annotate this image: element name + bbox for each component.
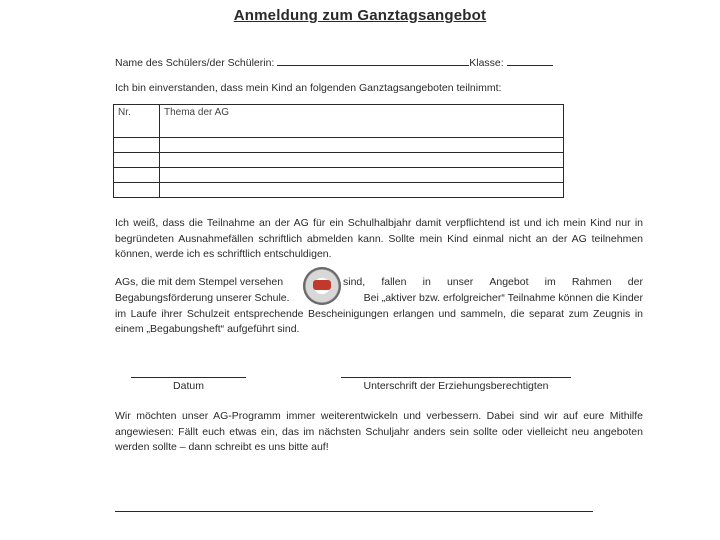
word: Rahmen xyxy=(571,276,612,288)
word: sind, xyxy=(343,276,366,288)
stamp-paragraph-line-4: einem „Begabungsheft“ aufgeführt sind. xyxy=(115,323,300,336)
table-header-row xyxy=(114,105,564,138)
row-topic-cell[interactable] xyxy=(160,168,564,183)
column-header-number: Nr. xyxy=(114,105,160,138)
row-number-cell[interactable] xyxy=(114,153,160,168)
stamp-line1-right xyxy=(343,275,643,291)
table-row[interactable] xyxy=(114,138,564,153)
date-label: Datum xyxy=(173,380,204,392)
word: fallen xyxy=(381,276,407,288)
row-number-cell[interactable] xyxy=(114,138,160,153)
column-header-topic: Thema der AG xyxy=(160,105,564,138)
row-topic-cell[interactable] xyxy=(160,138,564,153)
page-title: Anmeldung zum Ganztagsangebot xyxy=(233,7,487,24)
feedback-answer-line[interactable] xyxy=(115,511,593,512)
student-name-field[interactable] xyxy=(277,55,469,66)
word: Angebot xyxy=(489,276,529,288)
consent-text: Ich bin einverstanden, dass mein Kind an folgenden Ganztagsangeboten teilnimmt: xyxy=(115,82,502,94)
stamp-line2-right: Bei „aktiver bzw. erfolgreicher“ Teilnahme können die Kinder xyxy=(363,291,643,304)
stamp-paragraph-line-1 xyxy=(115,275,643,291)
row-number-cell[interactable] xyxy=(114,183,160,198)
date-line[interactable] xyxy=(131,377,246,378)
stamp-paragraph xyxy=(115,275,643,338)
table-row[interactable] xyxy=(114,153,564,168)
row-topic-cell[interactable] xyxy=(160,153,564,168)
table-row[interactable] xyxy=(114,168,564,183)
word: unser xyxy=(446,276,474,288)
class-label: Klasse: xyxy=(469,57,504,69)
signature-label: Unterschrift der Erziehungsberechtigten xyxy=(363,380,549,392)
obligation-paragraph: Ich weiß, dass die Teilnahme an der AG für ein Schulhalbjahr damit verpflichtend ist und ich mein Kind nur in begründeten Ausnahmefällen schriftlich abmelden kann. Sollte mein Kind einmal nicht an der AG teilnehmen können, werde ich es schriftlich entschuldigen. xyxy=(115,217,643,260)
table-row[interactable] xyxy=(114,183,564,198)
signature-line[interactable] xyxy=(341,377,571,378)
stamp-line2-left: Begabungsförderung unserer Schule. xyxy=(115,291,290,304)
word: der xyxy=(627,276,643,288)
student-name-row xyxy=(115,55,553,69)
feedback-paragraph: Wir möchten unser AG-Programm immer weiterentwickeln und verbessern. Dabei sind wir auf eure Mithilfe angewiesen: Fällt euch etwas ein, das im nächsten Schuljahr anders sein sollte oder vielleicht neu angeboten werden sollte – dann schreibt es uns bitte auf! xyxy=(115,410,643,453)
stamp-paragraph-line-2 xyxy=(115,291,643,307)
ag-table xyxy=(113,104,564,198)
row-number-cell[interactable] xyxy=(114,168,160,183)
stamp-line1-left: AGs, die mit dem Stempel versehen xyxy=(115,276,284,288)
stamp-paragraph-line-3: im Laufe ihrer Schulzeit entsprechende Bescheinigungen erlangen und sammeln, die separat zum Zeugnis in xyxy=(115,307,643,320)
student-name-label: Name des Schülers/der Schülerin: xyxy=(115,57,275,69)
class-field[interactable] xyxy=(507,55,553,66)
word: im xyxy=(544,276,556,288)
stamp-icon xyxy=(303,267,341,305)
row-topic-cell[interactable] xyxy=(160,183,564,198)
word: in xyxy=(422,276,431,288)
